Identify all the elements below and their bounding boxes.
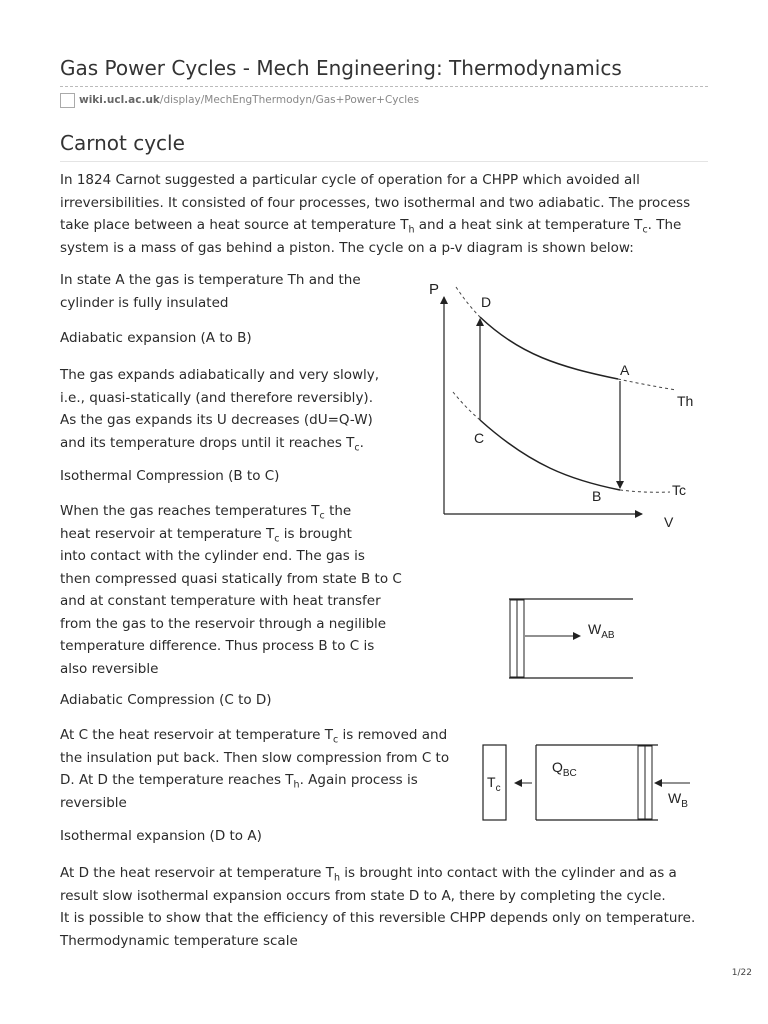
point-c-label: C [474, 430, 485, 446]
section-heading: Carnot cycle [60, 131, 185, 155]
point-b-label: B [592, 488, 602, 504]
page-title: Gas Power Cycles - Mech Engineering: Thermodynamics [60, 56, 622, 80]
isothermal-expansion-heading: Isothermal expansion (D to A) [60, 828, 262, 844]
hot-isotherm-dash-start [456, 287, 480, 317]
state-a-paragraph: In state A the gas is temperature Th and the cylinder is fully insulated [60, 272, 361, 311]
piston-work-diagram [505, 596, 637, 682]
isothermal-expansion-paragraph: At D the heat reservoir at temperature $T_h$ is brought into contact with the cylinder and as a result slow isothermal expansion occurs from state D to A, there by completing the cycle. It is possible to show that the efficiency of this reversible CHPP depends only on temperature. Thermodynamic temperature scale [60, 865, 696, 949]
heat-bc-label: $Q_{BC}$ [552, 759, 577, 779]
cold-reservoir-label: $T_c$ [487, 774, 501, 794]
isothermal-compression-heading: Isothermal Compression (B to C) [60, 468, 280, 484]
work-ab-label: $W_{AB}$ [588, 621, 615, 641]
isothermal-compression-paragraph: When the gas reaches temperatures $T_c$ the heat reservoir at temperature $T_c$ is brought into contact with the cylinder end. The gas is then compressed quasi statically from state B to C and at constant temperature with heat transfer from the gas to the reservoir through a negilible temperature difference. Thus process B to C is also reversible [60, 503, 402, 677]
heat-rejection-diagram [480, 740, 710, 825]
page-number: 1/22 [731, 968, 752, 978]
hot-isotherm-label: Th [677, 393, 694, 409]
intro-paragraph: In 1824 Carnot suggested a particular cycle of operation for a CHPP which avoided all irreversibilities. It consisted of four processes, two isothermal and two adiabatic. The process take place between a heat source at temperature $T_h$ and a heat sink at temperature $T_c$. The system is a mass of gas behind a piston. The cycle on a p-v diagram is shown below: [60, 172, 691, 256]
favicon-icon [60, 93, 75, 108]
cold-isotherm-dash-end [620, 490, 670, 492]
pv-diagram [420, 275, 710, 530]
p-axis-label: P [429, 281, 440, 298]
source-url[interactable] [60, 91, 419, 109]
hot-isotherm-d-to-a [480, 317, 618, 379]
point-a-label: A [620, 362, 630, 378]
cold-isotherm-dash-start [453, 392, 480, 420]
v-axis-label: V [664, 514, 674, 530]
adiabatic-compression-heading: Adiabatic Compression (C to D) [60, 692, 272, 708]
title-divider [60, 86, 708, 87]
source-domain: wiki.ucl.ac.uk [79, 94, 160, 106]
adiabatic-compression-paragraph: At C the heat reservoir at temperature $T_c$ is removed and the insulation put back. Then slow compression from C to D. At D the temperature reaches $T_h$. Again process is reversible [60, 727, 450, 811]
source-path: /display/MechEngThermodyn/Gas+Power+Cycles [159, 94, 420, 106]
point-d-label: D [481, 294, 492, 310]
hot-isotherm-dash-end [618, 379, 676, 390]
section-divider [60, 161, 708, 162]
cold-isotherm-label: Tc [672, 482, 686, 498]
cold-isotherm-c-to-b [480, 420, 620, 490]
adiabatic-expansion-paragraph: The gas expands adiabatically and very slowly, i.e., quasi-statically (and therefore reversibly). As the gas expands its U decreases (dU=Q-W) and its temperature drops until it reaches $T_c$. [60, 367, 380, 454]
adiabatic-expansion-heading: Adiabatic expansion (A to B) [60, 330, 252, 346]
work-b-label: $W_B$ [668, 790, 688, 810]
